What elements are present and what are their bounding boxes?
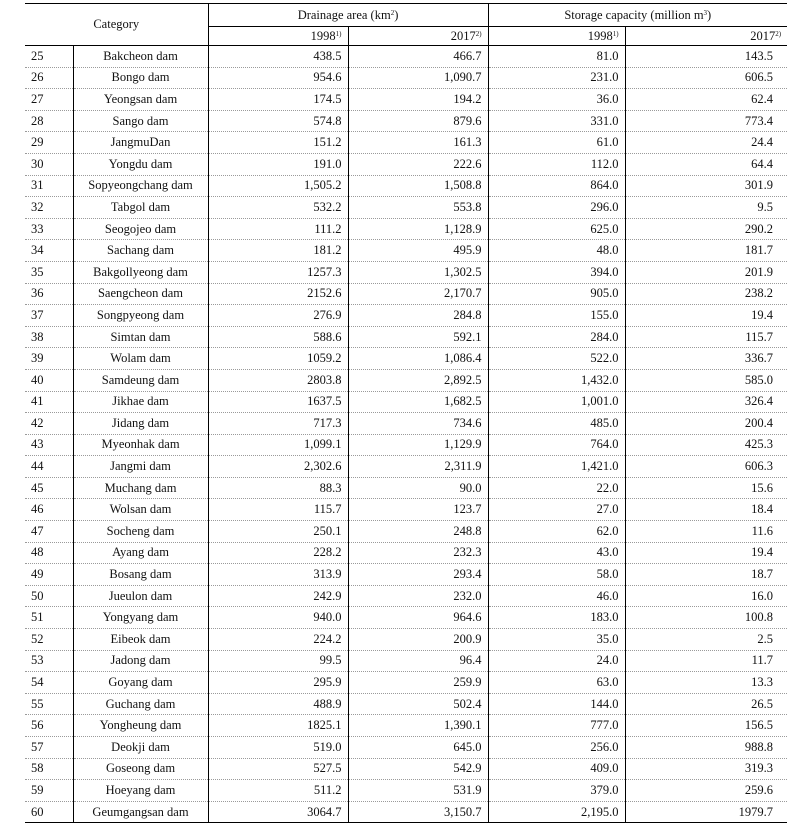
drainage-area-1998: 151.2 [208, 132, 348, 154]
storage-capacity-2017: 326.4 [625, 391, 787, 413]
drainage-area-2017: 964.6 [348, 607, 488, 629]
drainage-area-2017: 495.9 [348, 240, 488, 262]
drainage-area-2017: 232.3 [348, 542, 488, 564]
storage-capacity-1998: 62.0 [488, 521, 625, 543]
row-number: 48 [25, 542, 73, 564]
dam-name: Seogojeo dam [73, 218, 208, 240]
drainage-area-1998: 438.5 [208, 46, 348, 68]
table-row [25, 391, 787, 413]
drainage-area-1998: 313.9 [208, 564, 348, 586]
storage-capacity-2017: 9.5 [625, 197, 787, 219]
dam-name: Geumgangsan dam [73, 801, 208, 823]
storage-capacity-2017: 11.6 [625, 521, 787, 543]
storage-year-2017-header [625, 27, 787, 46]
storage-capacity-2017: 1979.7 [625, 801, 787, 823]
drainage-area-2017: 1,090.7 [348, 67, 488, 89]
table-header [25, 4, 787, 46]
dam-name: Jikhae dam [73, 391, 208, 413]
drainage-area-1998: 717.3 [208, 413, 348, 435]
row-number: 58 [25, 758, 73, 780]
drainage-area-2017: 248.8 [348, 521, 488, 543]
storage-capacity-2017: 200.4 [625, 413, 787, 435]
dam-name: Yeongsan dam [73, 89, 208, 111]
drainage-area-1998: 250.1 [208, 521, 348, 543]
table-row [25, 67, 787, 89]
storage-capacity-2017: 13.3 [625, 672, 787, 694]
dam-name: Sango dam [73, 110, 208, 132]
table-row [25, 46, 787, 68]
table-row [25, 477, 787, 499]
dam-name: Bongo dam [73, 67, 208, 89]
storage-capacity-2017: 100.8 [625, 607, 787, 629]
drainage-area-2017: 1,129.9 [348, 434, 488, 456]
dam-name: Goseong dam [73, 758, 208, 780]
dam-name: Myeonhak dam [73, 434, 208, 456]
table-row [25, 650, 787, 672]
row-number: 35 [25, 261, 73, 283]
drainage-area-unit-exponent: 2 [390, 8, 395, 17]
drainage-area-2017: 1,086.4 [348, 348, 488, 370]
storage-capacity-2017: 238.2 [625, 283, 787, 305]
storage-capacity-1998: 864.0 [488, 175, 625, 197]
drainage-area-header [208, 4, 488, 27]
dam-name: Jangmi dam [73, 456, 208, 478]
storage-capacity-2017: 15.6 [625, 477, 787, 499]
table-row [25, 780, 787, 802]
storage-capacity-2017: 115.7 [625, 326, 787, 348]
dam-name: Jadong dam [73, 650, 208, 672]
table-row [25, 737, 787, 759]
drainage-area-2017: 161.3 [348, 132, 488, 154]
table-row [25, 110, 787, 132]
storage-year-1998-header [488, 27, 625, 46]
drainage-area-2017: 3,150.7 [348, 801, 488, 823]
table-row [25, 305, 787, 327]
drainage-area-1998: 527.5 [208, 758, 348, 780]
dam-name: Yongyang dam [73, 607, 208, 629]
storage-capacity-2017: 62.4 [625, 89, 787, 111]
storage-capacity-1998: 35.0 [488, 629, 625, 651]
footnote-marker: 1) [335, 29, 342, 38]
drainage-area-1998: 1,505.2 [208, 175, 348, 197]
drainage-area-2017: 879.6 [348, 110, 488, 132]
storage-capacity-2017: 259.6 [625, 780, 787, 802]
storage-capacity-2017: 64.4 [625, 153, 787, 175]
drainage-year-2017-header [348, 27, 488, 46]
storage-capacity-1998: 394.0 [488, 261, 625, 283]
row-number: 50 [25, 585, 73, 607]
drainage-area-1998: 111.2 [208, 218, 348, 240]
year-label: 1998 [587, 28, 613, 43]
table-row [25, 499, 787, 521]
drainage-area-2017: 200.9 [348, 629, 488, 651]
drainage-area-1998: 574.8 [208, 110, 348, 132]
storage-capacity-2017: 606.3 [625, 456, 787, 478]
table-row [25, 758, 787, 780]
row-number: 54 [25, 672, 73, 694]
row-number: 40 [25, 369, 73, 391]
dam-statistics-table [25, 3, 787, 823]
drainage-area-2017: 194.2 [348, 89, 488, 111]
table-row [25, 434, 787, 456]
drainage-area-2017: 645.0 [348, 737, 488, 759]
dam-name: Eibeok dam [73, 629, 208, 651]
drainage-area-2017: 1,128.9 [348, 218, 488, 240]
table-row [25, 801, 787, 823]
row-number: 29 [25, 132, 73, 154]
header-row-groups [25, 4, 787, 27]
table-row [25, 132, 787, 154]
dam-name: Bakgollyeong dam [73, 261, 208, 283]
dam-name: Bosang dam [73, 564, 208, 586]
row-number: 32 [25, 197, 73, 219]
dam-name: Saengcheon dam [73, 283, 208, 305]
dam-name: Goyang dam [73, 672, 208, 694]
dam-name: Guchang dam [73, 693, 208, 715]
dam-name: Yongdu dam [73, 153, 208, 175]
drainage-area-2017: 90.0 [348, 477, 488, 499]
drainage-area-2017: 259.9 [348, 672, 488, 694]
storage-capacity-1998: 256.0 [488, 737, 625, 759]
storage-capacity-1998: 231.0 [488, 67, 625, 89]
drainage-area-2017: 542.9 [348, 758, 488, 780]
storage-capacity-1998: 155.0 [488, 305, 625, 327]
storage-capacity-1998: 1,001.0 [488, 391, 625, 413]
table-row [25, 348, 787, 370]
table-row [25, 456, 787, 478]
storage-capacity-1998: 144.0 [488, 693, 625, 715]
storage-capacity-label: Storage capacity (million m [564, 7, 704, 22]
drainage-area-2017: 553.8 [348, 197, 488, 219]
row-number: 28 [25, 110, 73, 132]
row-number: 49 [25, 564, 73, 586]
storage-capacity-1998: 2,195.0 [488, 801, 625, 823]
drainage-area-1998: 940.0 [208, 607, 348, 629]
dam-name: Ayang dam [73, 542, 208, 564]
drainage-area-2017: 1,508.8 [348, 175, 488, 197]
storage-capacity-1998: 48.0 [488, 240, 625, 262]
table-row [25, 585, 787, 607]
drainage-area-2017: 466.7 [348, 46, 488, 68]
dam-name: Jueulon dam [73, 585, 208, 607]
storage-capacity-1998: 764.0 [488, 434, 625, 456]
drainage-area-1998: 954.6 [208, 67, 348, 89]
dam-name: Bakcheon dam [73, 46, 208, 68]
row-number: 30 [25, 153, 73, 175]
drainage-area-1998: 1257.3 [208, 261, 348, 283]
table-row [25, 564, 787, 586]
storage-capacity-2017: 19.4 [625, 305, 787, 327]
row-number: 38 [25, 326, 73, 348]
row-number: 31 [25, 175, 73, 197]
table-row [25, 326, 787, 348]
drainage-area-1998: 532.2 [208, 197, 348, 219]
row-number: 42 [25, 413, 73, 435]
row-number: 41 [25, 391, 73, 413]
table-row [25, 369, 787, 391]
dam-name: Muchang dam [73, 477, 208, 499]
storage-capacity-2017: 2.5 [625, 629, 787, 651]
drainage-area-1998: 1825.1 [208, 715, 348, 737]
drainage-area-1998: 2803.8 [208, 369, 348, 391]
storage-capacity-1998: 61.0 [488, 132, 625, 154]
storage-capacity-1998: 63.0 [488, 672, 625, 694]
storage-capacity-1998: 331.0 [488, 110, 625, 132]
table-row [25, 521, 787, 543]
storage-capacity-1998: 522.0 [488, 348, 625, 370]
drainage-area-1998: 511.2 [208, 780, 348, 802]
row-number: 46 [25, 499, 73, 521]
storage-capacity-2017: 988.8 [625, 737, 787, 759]
row-number: 25 [25, 46, 73, 68]
footnote-marker: 2) [775, 29, 782, 38]
storage-capacity-header [488, 4, 787, 27]
drainage-area-2017: 2,170.7 [348, 283, 488, 305]
drainage-area-2017: 293.4 [348, 564, 488, 586]
table-row [25, 672, 787, 694]
storage-capacity-1998: 296.0 [488, 197, 625, 219]
storage-capacity-2017: 18.4 [625, 499, 787, 521]
storage-capacity-2017: 26.5 [625, 693, 787, 715]
dam-name: Sopyeongchang dam [73, 175, 208, 197]
dam-name: Tabgol dam [73, 197, 208, 219]
dam-name: Simtan dam [73, 326, 208, 348]
storage-capacity-2017: 585.0 [625, 369, 787, 391]
storage-capacity-2017: 19.4 [625, 542, 787, 564]
table-body [25, 46, 787, 823]
table-row [25, 175, 787, 197]
storage-capacity-1998: 284.0 [488, 326, 625, 348]
dam-name: Deokji dam [73, 737, 208, 759]
drainage-area-2017: 592.1 [348, 326, 488, 348]
row-number: 34 [25, 240, 73, 262]
drainage-area-2017: 502.4 [348, 693, 488, 715]
storage-capacity-1998: 58.0 [488, 564, 625, 586]
dam-name: Wolsan dam [73, 499, 208, 521]
drainage-area-1998: 191.0 [208, 153, 348, 175]
row-number: 44 [25, 456, 73, 478]
table-row [25, 542, 787, 564]
storage-capacity-1998: 183.0 [488, 607, 625, 629]
row-number: 55 [25, 693, 73, 715]
storage-capacity-2017: 11.7 [625, 650, 787, 672]
storage-capacity-1998: 409.0 [488, 758, 625, 780]
drainage-area-2017: 96.4 [348, 650, 488, 672]
drainage-area-1998: 1,099.1 [208, 434, 348, 456]
dam-name: Samdeung dam [73, 369, 208, 391]
drainage-area-2017: 2,311.9 [348, 456, 488, 478]
storage-capacity-1998: 46.0 [488, 585, 625, 607]
storage-capacity-1998: 1,432.0 [488, 369, 625, 391]
row-number: 36 [25, 283, 73, 305]
storage-capacity-2017: 773.4 [625, 110, 787, 132]
table-row [25, 197, 787, 219]
footnote-marker: 2) [475, 29, 482, 38]
storage-capacity-2017: 16.0 [625, 585, 787, 607]
drainage-area-1998: 99.5 [208, 650, 348, 672]
storage-capacity-2017: 156.5 [625, 715, 787, 737]
drainage-area-2017: 123.7 [348, 499, 488, 521]
table-row [25, 153, 787, 175]
row-number: 47 [25, 521, 73, 543]
storage-capacity-1998: 22.0 [488, 477, 625, 499]
storage-capacity-2017: 606.5 [625, 67, 787, 89]
drainage-area-1998: 242.9 [208, 585, 348, 607]
year-label: 2017 [750, 28, 776, 43]
drainage-area-1998: 2,302.6 [208, 456, 348, 478]
row-number: 60 [25, 801, 73, 823]
category-header [25, 4, 208, 46]
dam-name: Yongheung dam [73, 715, 208, 737]
drainage-area-2017: 1,390.1 [348, 715, 488, 737]
footnote-marker: 1) [612, 29, 619, 38]
drainage-area-1998: 88.3 [208, 477, 348, 499]
row-number: 53 [25, 650, 73, 672]
drainage-area-2017: 1,682.5 [348, 391, 488, 413]
dam-name: JangmuDan [73, 132, 208, 154]
row-number: 56 [25, 715, 73, 737]
table-row [25, 693, 787, 715]
year-label: 2017 [450, 28, 476, 43]
row-number: 43 [25, 434, 73, 456]
storage-capacity-2017: 201.9 [625, 261, 787, 283]
storage-capacity-1998: 777.0 [488, 715, 625, 737]
storage-capacity-2017: 18.7 [625, 564, 787, 586]
drainage-area-1998: 588.6 [208, 326, 348, 348]
storage-capacity-2017: 290.2 [625, 218, 787, 240]
storage-capacity-2017: 301.9 [625, 175, 787, 197]
drainage-area-1998: 174.5 [208, 89, 348, 111]
table-row [25, 218, 787, 240]
row-number: 51 [25, 607, 73, 629]
drainage-year-1998-header [208, 27, 348, 46]
storage-capacity-2017: 336.7 [625, 348, 787, 370]
storage-capacity-2017: 24.4 [625, 132, 787, 154]
dam-name: Sachang dam [73, 240, 208, 262]
row-number: 37 [25, 305, 73, 327]
storage-capacity-1998: 36.0 [488, 89, 625, 111]
storage-capacity-1998: 24.0 [488, 650, 625, 672]
row-number: 26 [25, 67, 73, 89]
dam-name: Socheng dam [73, 521, 208, 543]
drainage-area-1998: 1059.2 [208, 348, 348, 370]
storage-capacity-1998: 27.0 [488, 499, 625, 521]
table-row [25, 283, 787, 305]
row-number: 59 [25, 780, 73, 802]
drainage-area-1998: 488.9 [208, 693, 348, 715]
storage-capacity-1998: 112.0 [488, 153, 625, 175]
storage-capacity-2017: 319.3 [625, 758, 787, 780]
drainage-area-1998: 3064.7 [208, 801, 348, 823]
storage-capacity-1998: 625.0 [488, 218, 625, 240]
drainage-area-1998: 181.2 [208, 240, 348, 262]
table-row [25, 261, 787, 283]
drainage-area-1998: 115.7 [208, 499, 348, 521]
storage-capacity-1998: 905.0 [488, 283, 625, 305]
storage-capacity-2017: 181.7 [625, 240, 787, 262]
row-number: 52 [25, 629, 73, 651]
drainage-area-1998: 2152.6 [208, 283, 348, 305]
drainage-area-2017: 222.6 [348, 153, 488, 175]
row-number: 27 [25, 89, 73, 111]
drainage-area-2017: 1,302.5 [348, 261, 488, 283]
storage-capacity-1998: 379.0 [488, 780, 625, 802]
dam-name: Jidang dam [73, 413, 208, 435]
category-header-label: Category [93, 17, 140, 31]
storage-capacity-1998: 81.0 [488, 46, 625, 68]
row-number: 57 [25, 737, 73, 759]
table-row [25, 240, 787, 262]
storage-capacity-1998: 485.0 [488, 413, 625, 435]
drainage-area-1998: 276.9 [208, 305, 348, 327]
drainage-area-1998: 519.0 [208, 737, 348, 759]
drainage-area-label-close: ) [394, 7, 399, 22]
drainage-area-2017: 531.9 [348, 780, 488, 802]
table-row [25, 629, 787, 651]
storage-capacity-2017: 143.5 [625, 46, 787, 68]
table-row [25, 607, 787, 629]
row-number: 39 [25, 348, 73, 370]
table-container [25, 3, 787, 823]
drainage-area-1998: 295.9 [208, 672, 348, 694]
dam-name: Wolam dam [73, 348, 208, 370]
storage-capacity-2017: 425.3 [625, 434, 787, 456]
storage-capacity-1998: 1,421.0 [488, 456, 625, 478]
dam-name: Songpyeong dam [73, 305, 208, 327]
drainage-area-1998: 1637.5 [208, 391, 348, 413]
dam-name: Hoeyang dam [73, 780, 208, 802]
table-row [25, 89, 787, 111]
drainage-area-2017: 734.6 [348, 413, 488, 435]
drainage-area-1998: 228.2 [208, 542, 348, 564]
storage-capacity-1998: 43.0 [488, 542, 625, 564]
drainage-area-2017: 2,892.5 [348, 369, 488, 391]
drainage-area-2017: 232.0 [348, 585, 488, 607]
row-number: 33 [25, 218, 73, 240]
drainage-area-2017: 284.8 [348, 305, 488, 327]
storage-capacity-unit-exponent: 3 [703, 8, 708, 17]
year-label: 1998 [310, 28, 336, 43]
drainage-area-label: Drainage area (km [297, 7, 391, 22]
drainage-area-1998: 224.2 [208, 629, 348, 651]
table-row [25, 413, 787, 435]
row-number: 45 [25, 477, 73, 499]
table-row [25, 715, 787, 737]
storage-capacity-label-close: ) [707, 7, 712, 22]
